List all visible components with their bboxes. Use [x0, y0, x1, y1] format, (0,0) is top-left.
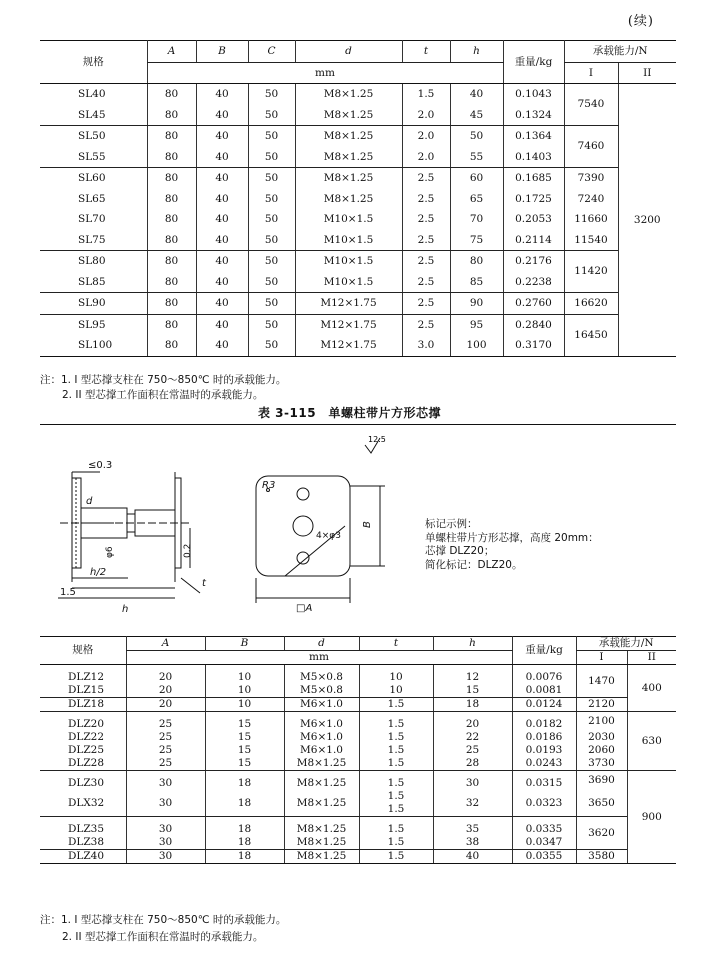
table-row [40, 126, 676, 147]
cell-b: 15 [205, 757, 284, 771]
cell-weight: 0.0193 [512, 744, 576, 757]
cell-b: 10 [205, 698, 284, 712]
hdr2-a: A [126, 637, 205, 651]
table-row [40, 665, 676, 685]
label-a: □A [296, 603, 313, 614]
cell-t: 2.5 [402, 168, 450, 189]
cell-a: 80 [147, 293, 196, 315]
marking-line-3: 简化标记：DLZ20。 [425, 558, 523, 571]
cell-weight: 0.0315 [512, 771, 576, 791]
hdr-weight: 重量/kg [503, 41, 564, 84]
cell-weight: 0.1364 [503, 126, 564, 147]
cell-d: M8×1.25 [295, 147, 402, 168]
cell-b: 40 [196, 272, 248, 293]
cell-t-value: 1.5 [387, 790, 405, 802]
cell-b: 40 [196, 126, 248, 147]
hdr-unit: mm [147, 62, 503, 84]
hdr2-cap1: I [576, 651, 627, 665]
cell-cap1: 2060 [576, 744, 627, 757]
cell-weight: 0.3170 [503, 335, 564, 356]
cell-spec: SL70 [78, 213, 106, 225]
cell-d: M8×1.25 [284, 817, 359, 837]
cell-h: 45 [450, 105, 503, 126]
cell-a: 80 [147, 209, 196, 230]
cell-weight: 0.0124 [512, 698, 576, 712]
cell-h: 28 [433, 757, 512, 771]
cell-cap1: 11540 [564, 230, 618, 251]
cell-t: 1.5 [359, 744, 433, 757]
cell-weight: 0.1403 [503, 147, 564, 168]
cell-weight: 0.0182 [512, 712, 576, 732]
cell-cap1: 11420 [564, 251, 618, 293]
table-row [40, 757, 676, 771]
cell-a: 80 [147, 147, 196, 168]
hdr-a: A [147, 41, 196, 63]
cell-a: 80 [147, 335, 196, 356]
table-dlz [40, 636, 676, 864]
cell-a: 80 [147, 126, 196, 147]
marking-line-1: 单螺柱带片方形芯撑，高度 20mm： [425, 531, 599, 544]
cell-spec: SL75 [40, 230, 147, 251]
cell-d: M8×1.25 [284, 757, 359, 771]
cell-t: 2.5 [402, 189, 450, 210]
cell-h: 15 [433, 684, 512, 698]
cell-cap1: 7390 [564, 168, 618, 189]
label-b: B [362, 521, 373, 528]
continued-label: (续) [627, 14, 654, 29]
cell-spec: DLZ30 [68, 777, 105, 789]
label-t: t [202, 578, 206, 589]
cell-b: 40 [196, 189, 248, 210]
cell-cap1: 7460 [564, 126, 618, 168]
svg-text:12.5: 12.5 [368, 435, 386, 444]
cell-a: 30 [126, 771, 205, 791]
hdr-b: B [196, 41, 248, 63]
cell-b: 40 [196, 209, 248, 230]
cell-c: 50 [248, 314, 295, 335]
cell-t [359, 790, 433, 817]
label-15: 1.5 [60, 587, 76, 598]
cell-d: M8×1.25 [295, 84, 402, 105]
cell-t: 2.0 [402, 126, 450, 147]
cell-t: 2.5 [402, 230, 450, 251]
cell-weight: 0.0186 [512, 731, 576, 744]
cell-cap1: 16620 [564, 293, 618, 315]
cell-b: 40 [196, 168, 248, 189]
cell-h: 40 [450, 84, 503, 105]
cell-spec: SL65 [78, 192, 106, 205]
hdr2-h: h [433, 637, 512, 651]
roughness-symbol [365, 435, 386, 453]
cell-b: 40 [196, 335, 248, 356]
table-row [40, 84, 676, 105]
cell-t: 1.5 [359, 836, 433, 850]
cell-d: M6×1.0 [284, 698, 359, 712]
cell-weight: 0.1725 [503, 189, 564, 210]
cell-a: 20 [126, 684, 205, 698]
cell-b: 40 [196, 293, 248, 315]
cell-t: 2.0 [402, 105, 450, 126]
cell-t: 1.5 [359, 817, 433, 837]
cell-a: 20 [126, 698, 205, 712]
cell-d: M12×1.75 [295, 335, 402, 356]
table-row [40, 712, 676, 732]
cell-spec: DLZ25 [68, 744, 105, 756]
label-phi6: φ6 [105, 546, 115, 558]
cell-b: 15 [205, 731, 284, 744]
cell-spec: SL50 [78, 130, 106, 142]
cell-cap1: 1470 [576, 665, 627, 698]
cell-h: 38 [433, 836, 512, 850]
cell-h: 55 [450, 147, 503, 168]
cell-d: M6×1.0 [284, 731, 359, 744]
table-row [40, 771, 676, 791]
cell-cap1: 2120 [576, 698, 627, 712]
cell-b: 40 [196, 251, 248, 272]
cell-weight: 0.0323 [512, 790, 576, 817]
table-row [40, 790, 676, 817]
cell-spec: SL55 [40, 147, 147, 168]
cell-d: M8×1.25 [284, 771, 359, 791]
side-view [58, 472, 200, 598]
cell-c: 50 [248, 126, 295, 147]
cell-cap1: 7240 [564, 189, 618, 210]
cell-a: 25 [126, 712, 205, 732]
cell-cap2: 3200 [618, 84, 676, 357]
cell-h: 30 [433, 771, 512, 791]
cell-cap1: 3730 [576, 757, 627, 771]
cell-h: 80 [450, 251, 503, 272]
cell-c: 50 [248, 84, 295, 105]
cell-d: M6×1.0 [284, 712, 359, 732]
cell-c: 50 [248, 230, 295, 251]
cell-weight: 0.0355 [512, 850, 576, 864]
table-row [40, 314, 676, 335]
cell-a: 80 [147, 230, 196, 251]
table-row [40, 251, 676, 272]
cell-c: 50 [248, 272, 295, 293]
cell-h: 70 [450, 209, 503, 230]
hdr2-b: B [205, 637, 284, 651]
cell-d: M12×1.75 [295, 293, 402, 315]
table-row [40, 698, 676, 712]
marking-example [425, 518, 599, 572]
cell-a: 80 [147, 251, 196, 272]
cell-t: 10 [359, 665, 433, 685]
cell-t: 1.5 [402, 84, 450, 105]
cell-h: 95 [450, 314, 503, 335]
cell-cap1: 2030 [576, 731, 627, 744]
cell-t: 2.5 [402, 293, 450, 315]
table-row [40, 744, 676, 757]
table2-note-1: 注：1. I 型芯撑支柱在 750～850℃ 时的承载能力。 [40, 914, 287, 926]
cell-h: 35 [433, 817, 512, 837]
cell-a: 80 [147, 314, 196, 335]
cell-c: 50 [248, 209, 295, 230]
cell-d: M10×1.5 [295, 251, 402, 272]
cell-spec: SL45 [40, 105, 147, 126]
hdr-d: d [295, 41, 402, 63]
cell-spec: SL60 [78, 172, 106, 184]
cell-h: 65 [450, 189, 503, 210]
cell-b: 18 [205, 790, 284, 817]
cell-a: 80 [147, 84, 196, 105]
table-row [40, 850, 676, 864]
table-row [40, 189, 676, 210]
cell-weight: 0.0076 [512, 665, 576, 685]
cell-spec: DLZ15 [40, 684, 126, 698]
cell-cap2: 400 [627, 665, 676, 712]
cell-spec: SL90 [40, 293, 147, 315]
cell-a: 30 [126, 836, 205, 850]
cell-t: 10 [359, 684, 433, 698]
label-h: h [122, 604, 129, 615]
label-d: d [86, 496, 93, 507]
cell-b: 40 [196, 105, 248, 126]
cell-spec: DLX32 [40, 790, 126, 817]
hdr2-d: d [284, 637, 359, 651]
cell-c: 50 [248, 189, 295, 210]
cell-weight: 0.0243 [512, 757, 576, 771]
cell-spec: SL80 [78, 255, 106, 267]
table-row [40, 293, 676, 315]
hdr-spec: 规格 [40, 41, 147, 84]
cell-b: 15 [205, 744, 284, 757]
label-gap: ≤0.3 [88, 460, 113, 471]
cell-t: 2.0 [402, 147, 450, 168]
cell-t: 2.5 [402, 314, 450, 335]
cell-b: 40 [196, 147, 248, 168]
cell-h: 60 [450, 168, 503, 189]
cell-t: 3.0 [402, 335, 450, 356]
cell-weight: 0.2114 [503, 230, 564, 251]
cell-a: 20 [126, 665, 205, 685]
cell-c: 50 [248, 147, 295, 168]
cell-cap1: 3690 [576, 771, 627, 791]
cell-cap1: 16450 [564, 314, 618, 356]
cell-weight: 0.0081 [512, 684, 576, 698]
table-row [40, 230, 676, 251]
cell-t: 1.5 [359, 757, 433, 771]
cell-d: M8×1.25 [284, 850, 359, 864]
label-holes: 4×φ3 [316, 531, 341, 541]
cell-a: 30 [126, 817, 205, 837]
hdr-capacity: 承载能力/N [564, 41, 676, 63]
cell-d: M8×1.25 [284, 790, 359, 817]
cell-h: 22 [433, 731, 512, 744]
cell-h: 100 [450, 335, 503, 356]
hdr2-unit: mm [126, 651, 512, 665]
cell-cap1: 2100 [576, 712, 627, 732]
cell-spec: DLZ40 [40, 850, 126, 864]
cell-c: 50 [248, 168, 295, 189]
cell-b: 40 [196, 230, 248, 251]
table-row [40, 817, 676, 837]
cell-spec: DLZ28 [40, 757, 126, 771]
cell-cap1: 3580 [576, 850, 627, 864]
cell-a: 25 [126, 744, 205, 757]
cell-spec: DLZ20 [68, 718, 105, 730]
cell-weight: 0.0335 [512, 817, 576, 837]
cell-b: 10 [205, 684, 284, 698]
cell-t: 2.5 [402, 251, 450, 272]
cell-b: 18 [205, 836, 284, 850]
cell-weight: 0.2840 [503, 314, 564, 335]
cell-a: 80 [147, 189, 196, 210]
table-caption: 表 3-115 单螺柱带片方形芯撑 [258, 406, 442, 420]
hdr-c: C [248, 41, 295, 63]
cell-spec: DLZ38 [40, 836, 126, 850]
hdr2-t: t [359, 637, 433, 651]
cell-d: M5×0.8 [284, 665, 359, 685]
cell-h: 18 [433, 698, 512, 712]
hdr-cap1: I [564, 62, 618, 84]
table2-note-2: 2. II 型芯撑工作面积在常温时的承载能力。 [62, 931, 264, 943]
cell-spec: DLZ18 [40, 698, 126, 712]
table-row [40, 168, 676, 189]
hdr2-capacity: 承载能力/N [576, 637, 676, 651]
cell-weight: 0.0347 [512, 836, 576, 850]
cell-h: 25 [433, 744, 512, 757]
cell-spec: DLZ22 [68, 731, 105, 743]
hdr2-cap2: II [627, 651, 676, 665]
cell-d: M10×1.5 [295, 209, 402, 230]
hdr-cap2: II [618, 62, 676, 84]
cell-weight: 0.2176 [503, 251, 564, 272]
marking-line-2: 芯撑 DLZ20； [425, 545, 495, 557]
cell-d: M8×1.25 [295, 105, 402, 126]
hdr-h: h [450, 41, 503, 63]
cell-a: 80 [147, 168, 196, 189]
cell-cap2: 900 [627, 771, 676, 864]
cell-h: 12 [433, 665, 512, 685]
cell-h: 32 [433, 790, 512, 817]
cell-spec: DLZ12 [68, 671, 105, 683]
cell-weight: 0.1043 [503, 84, 564, 105]
cell-t: 1.5 [359, 850, 433, 864]
cell-t: 2.5 [402, 272, 450, 293]
table1-note-1: 注：1. I 型芯撑支柱在 750～850℃ 时的承载能力。 [40, 374, 287, 386]
cell-d: M12×1.75 [295, 314, 402, 335]
cell-d: M8×1.25 [295, 168, 402, 189]
cell-d: M8×1.25 [284, 836, 359, 850]
label-02: 0.2 [183, 543, 193, 558]
cell-b: 18 [205, 850, 284, 864]
cell-cap1: 11660 [564, 209, 618, 230]
hdr-t: t [402, 41, 450, 63]
cell-cap2: 630 [627, 712, 676, 771]
marking-title: 标记示例： [425, 518, 478, 530]
table-row [40, 209, 676, 230]
cell-cap1: 3650 [576, 790, 627, 817]
cell-t-extra: 1.5 [387, 803, 405, 815]
cell-b: 10 [205, 665, 284, 685]
cell-a: 30 [126, 790, 205, 817]
cell-h: 85 [450, 272, 503, 293]
cell-d: M10×1.5 [295, 230, 402, 251]
cell-t: 1.5 [359, 698, 433, 712]
cell-weight: 0.2238 [503, 272, 564, 293]
cell-a: 30 [126, 850, 205, 864]
cell-weight: 0.2760 [503, 293, 564, 315]
cell-b: 15 [205, 712, 284, 732]
cell-d: M8×1.25 [295, 126, 402, 147]
cell-b: 18 [205, 771, 284, 791]
cell-d: M5×0.8 [284, 684, 359, 698]
cell-c: 50 [248, 335, 295, 356]
cell-a: 25 [126, 757, 205, 771]
hdr2-weight: 重量/kg [512, 637, 576, 665]
cell-d: M6×1.0 [284, 744, 359, 757]
table1-note-2: 2. II 型芯撑工作面积在常温时的承载能力。 [62, 389, 264, 401]
cell-b: 40 [196, 84, 248, 105]
cell-cap1: 7540 [564, 84, 618, 126]
cell-a: 80 [147, 105, 196, 126]
cell-c: 50 [248, 105, 295, 126]
cell-t: 1.5 [359, 771, 433, 791]
hdr2-spec: 规格 [40, 637, 126, 665]
cell-d: M8×1.25 [295, 189, 402, 210]
cell-h: 90 [450, 293, 503, 315]
cell-h: 50 [450, 126, 503, 147]
cell-t: 1.5 [359, 731, 433, 744]
label-h-half: h/2 [90, 567, 107, 578]
caption-rule [40, 424, 676, 425]
cell-spec: SL95 [78, 318, 106, 331]
cell-t: 2.5 [402, 209, 450, 230]
cell-b: 40 [196, 314, 248, 335]
cell-c: 50 [248, 251, 295, 272]
cell-spec: SL40 [78, 88, 106, 100]
cell-t: 1.5 [359, 712, 433, 732]
cell-spec: SL85 [40, 272, 147, 293]
table-sl [40, 40, 676, 357]
cell-h: 40 [433, 850, 512, 864]
cell-a: 25 [126, 731, 205, 744]
cell-d: M10×1.5 [295, 272, 402, 293]
cell-b: 18 [205, 817, 284, 837]
cell-cap1: 3620 [576, 817, 627, 850]
cell-spec: SL100 [40, 335, 147, 356]
cell-c: 50 [248, 293, 295, 315]
table-row [40, 731, 676, 744]
cell-h: 20 [433, 712, 512, 732]
cell-weight: 0.2053 [503, 209, 564, 230]
cell-weight: 0.1685 [503, 168, 564, 189]
cell-h: 75 [450, 230, 503, 251]
cell-spec: DLZ35 [68, 823, 105, 835]
label-r3: R3 [262, 480, 276, 491]
cell-a: 80 [147, 272, 196, 293]
cell-weight: 0.1324 [503, 105, 564, 126]
